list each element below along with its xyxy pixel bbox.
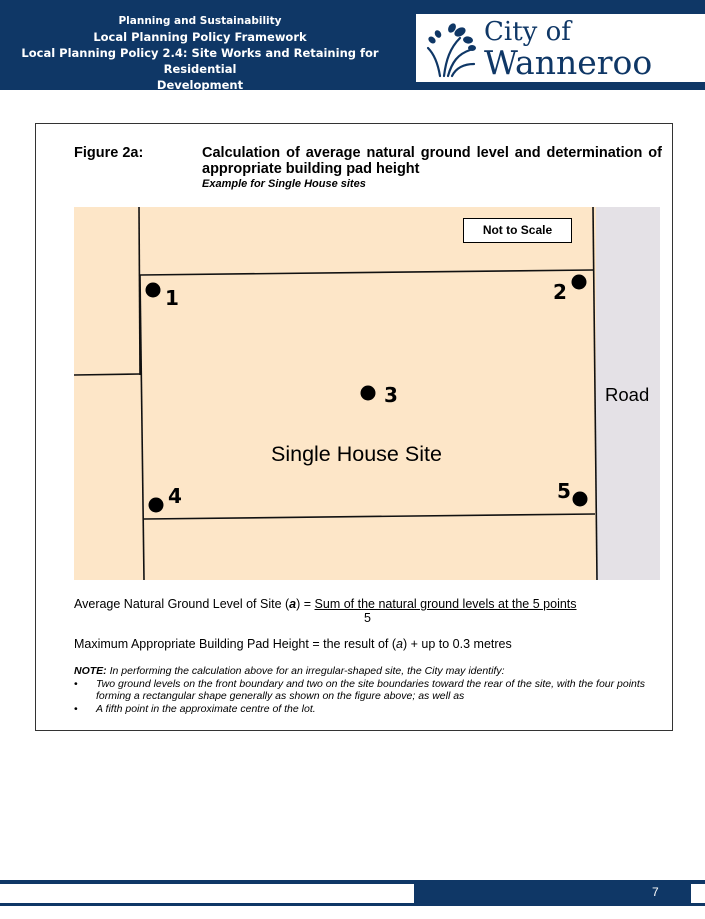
point-4-marker — [149, 498, 164, 513]
point-1-label: 1 — [165, 286, 179, 310]
list-item: • Two ground levels on the front boundary and two on the site boundaries toward the rear of the site, with the four points forming a rectangular shape generally as shown on the figure above; as well as — [74, 678, 646, 702]
formula-mid: ) = — [296, 597, 315, 611]
note-text: In performing the calculation above for an irregular-shaped site, the City may identify: — [106, 665, 505, 677]
point-3-label: 3 — [384, 383, 398, 407]
footer-white-end — [691, 884, 705, 903]
note-paragraph — [74, 665, 505, 677]
header-policy-line: Local Planning Policy 2.4: Site Works and Retaining for Residential — [21, 46, 379, 76]
header-framework: Local Planning Policy Framework — [93, 30, 307, 44]
average-level-formula — [74, 597, 577, 611]
city-logo — [416, 14, 705, 82]
header-title-block — [0, 14, 400, 93]
formula-denominator: 5 — [364, 611, 371, 625]
point-2-marker — [572, 275, 587, 290]
figure-title: Calculation of average natural ground level and determination of appropriate building pad height — [202, 145, 662, 177]
maxpad-prefix: Maximum Appropriate Building Pad Height = the result of ( — [74, 637, 397, 651]
formula-prefix: Average Natural Ground Level of Site ( — [74, 597, 290, 611]
site-diagram — [74, 207, 660, 580]
header-department: Planning and Sustainability — [118, 15, 282, 27]
logo-name-text: Wanneroo — [484, 43, 653, 82]
figure-number: Figure 2a: — [74, 145, 144, 161]
logo-city-text: City of — [484, 17, 571, 47]
road-label: Road — [605, 384, 650, 405]
point-2-label: 2 — [553, 280, 567, 304]
header-policy-line-2: Development — [156, 78, 244, 92]
note-label: NOTE: — [74, 665, 107, 677]
kangaroo-paw-flower-icon — [424, 20, 478, 78]
maxpad-suffix: ) + up to 0.3 metres — [403, 637, 512, 651]
site-background — [74, 207, 596, 580]
bullet-icon: • — [74, 703, 78, 715]
maxpad-var: a — [396, 637, 403, 651]
point-4-label: 4 — [168, 484, 182, 508]
formula-var: a — [289, 597, 297, 611]
point-3-marker — [361, 386, 376, 401]
point-5-label: 5 — [557, 479, 571, 503]
formula-numerator: Sum of the natural ground levels at the 5 points — [314, 597, 577, 611]
point-1-marker — [146, 283, 161, 298]
bullet-icon: • — [74, 678, 78, 690]
note-bullet-list — [74, 678, 664, 716]
footer-white-band — [0, 884, 414, 903]
list-item: • A fifth point in the approximate centre of the lot. — [74, 703, 316, 715]
page-number: 7 — [652, 885, 659, 899]
left-lot-divider — [74, 374, 140, 375]
max-pad-formula — [74, 637, 512, 651]
site-label: Single House Site — [271, 442, 442, 466]
figure-subtitle: Example for Single House sites — [202, 178, 366, 190]
point-5-marker — [573, 492, 588, 507]
scale-note: Not to Scale — [463, 218, 572, 243]
